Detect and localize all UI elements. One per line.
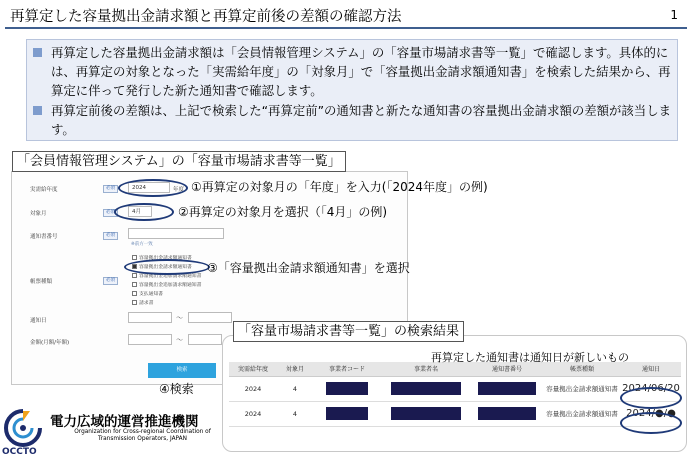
doc-type-option-selected[interactable]: 容量拠出金請求額通知書 (132, 263, 192, 270)
prefix-match-hint: ※前方一致 (131, 242, 153, 247)
notice-date-label: 通知日 (30, 318, 47, 324)
organization-name-en: Organization for Cross-regional Coordination of Transmission Operators, JAPAN (74, 429, 211, 442)
document-type-label: 帳票種類 (30, 279, 53, 285)
doctype-highlight-oval (124, 259, 210, 275)
required-tag: 必須 (103, 277, 118, 285)
date-highlight-oval (620, 412, 682, 434)
doc-type-option[interactable]: 支払通知書 (132, 290, 163, 297)
notice-date-cell: 2024/●/● (621, 401, 681, 426)
header-divider (5, 27, 687, 29)
results-note: 再算定した通知書は通知日が新しいもの (431, 351, 629, 364)
range-tilde: ～ (176, 336, 183, 344)
operator-code-cell (313, 401, 381, 426)
summary-bullet (33, 43, 673, 100)
fiscal-year-unit: 年度 (173, 187, 185, 193)
column-header[interactable]: 事業者コード (313, 362, 381, 376)
target-month-label: 対象月 (30, 211, 47, 217)
month-cell: 4 (277, 376, 313, 401)
step4-annotation: ④検索 (159, 382, 194, 396)
summary-bullet (33, 101, 673, 139)
search-button[interactable]: 検索 (148, 363, 216, 378)
column-header[interactable]: 帳票種類 (543, 362, 621, 376)
step1-annotation: ①再算定の対象月の「年度」を入力(「2024年度」の例) (191, 180, 488, 194)
clear-tag: 必須 (103, 232, 118, 240)
redaction-bar (326, 407, 368, 420)
fiscal-year-label: 実需給年度 (30, 187, 58, 193)
column-header[interactable]: 対象月 (277, 362, 313, 376)
notice-number-input[interactable] (128, 228, 224, 239)
year-cell: 2024 (229, 401, 277, 426)
slide-title: 再算定した容量拠出金請求額と再算定前後の差額の確認方法 (10, 9, 402, 25)
year-highlight-oval (118, 179, 188, 197)
column-header[interactable]: 通知書番号 (471, 362, 543, 376)
table-row[interactable] (229, 401, 681, 426)
checkbox[interactable] (132, 300, 137, 305)
slide-header (0, 0, 692, 30)
redaction-bar (391, 407, 461, 420)
operator-name-cell (381, 376, 471, 401)
year-cell: 2024 (229, 376, 277, 401)
date-highlight-oval (620, 387, 682, 409)
checkbox[interactable] (132, 291, 137, 296)
doc-type-cell: 容量拠出金請求額通知書 (543, 376, 621, 401)
table-row[interactable] (229, 376, 681, 401)
redaction-bar (478, 382, 536, 395)
organization-name: 電力広域的運営推進機関 (50, 414, 199, 430)
doc-type-option[interactable]: 容量拠出金請求額通知書 (132, 254, 192, 261)
page-number: 1 (670, 8, 678, 22)
amount-to-input[interactable] (188, 334, 222, 345)
checkbox[interactable] (132, 273, 137, 278)
amount-label: 金額(月額/年額) (30, 340, 70, 346)
column-header[interactable]: 通知日 (621, 362, 681, 376)
step2-annotation: ②再算定の対象月を選択（「4月」の例) (178, 205, 388, 219)
checkbox[interactable] (132, 255, 137, 260)
notice-number-label: 通知書番号 (30, 234, 58, 240)
bullet-square-icon (33, 106, 42, 115)
bullet-square-icon (33, 48, 42, 57)
doc-type-option[interactable]: 請求書 (132, 299, 153, 306)
notice-date-cell: 2024/06/20 (621, 376, 681, 401)
month-highlight-oval (114, 203, 174, 221)
doc-type-option[interactable]: 容量拠出金追加請求額通知書 (132, 272, 201, 279)
operator-code-cell (313, 376, 381, 401)
required-tag: 必須 (103, 209, 118, 217)
redaction-bar (391, 382, 461, 395)
notice-date-from-input[interactable] (128, 312, 172, 323)
column-header[interactable]: 事業者名 (381, 362, 471, 376)
bullet-text: 再算定前後の差額は、上記で検索した“再算定前”の通知書と新たな通知書の容量拠出金請求額の差額が該当します。 (51, 103, 671, 137)
notice-date-to-input[interactable] (188, 312, 232, 323)
results-table (229, 362, 681, 427)
summary-box (26, 39, 678, 141)
column-header[interactable]: 実需給年度 (229, 362, 277, 376)
redaction-bar (326, 382, 368, 395)
doc-type-cell: 容量拠出金請求額通知書 (543, 401, 621, 426)
notice-number-cell (471, 401, 543, 426)
checkbox[interactable] (132, 282, 137, 287)
month-cell: 4 (277, 401, 313, 426)
amount-from-input[interactable] (128, 334, 172, 345)
occto-logo-icon (3, 408, 43, 448)
target-month-select[interactable]: 4月 (128, 206, 152, 217)
notice-number-cell (471, 376, 543, 401)
doc-type-option[interactable]: 容量拠出金追加請求額通知書 (132, 281, 201, 288)
results-label: 「容量市場請求書等一覧」の検索結果 (233, 321, 464, 342)
fiscal-year-input[interactable]: 2024 (128, 182, 170, 193)
required-tag: 必須 (103, 185, 118, 193)
operator-name-cell (381, 401, 471, 426)
search-screen-label: 「会員情報管理システム」の「容量市場請求書等一覧」 (12, 151, 346, 172)
bullet-text: 再算定した容量拠出金請求額は「会員情報管理システム」の「容量市場請求書等一覧」で確認します。具体的には、再算定の対象となった「実需給年度」の「対象月」で「容量拠出金請求額通知書」を検索した結果から、再算定に伴って発行した新た通知書で確認します。 (51, 45, 671, 98)
step3-annotation: ③「容量拠出金請求額通知書」を選択 (207, 261, 410, 275)
range-tilde: ～ (176, 314, 183, 322)
organization-abbrev: OCCTO (2, 447, 37, 457)
redaction-bar (478, 407, 536, 420)
